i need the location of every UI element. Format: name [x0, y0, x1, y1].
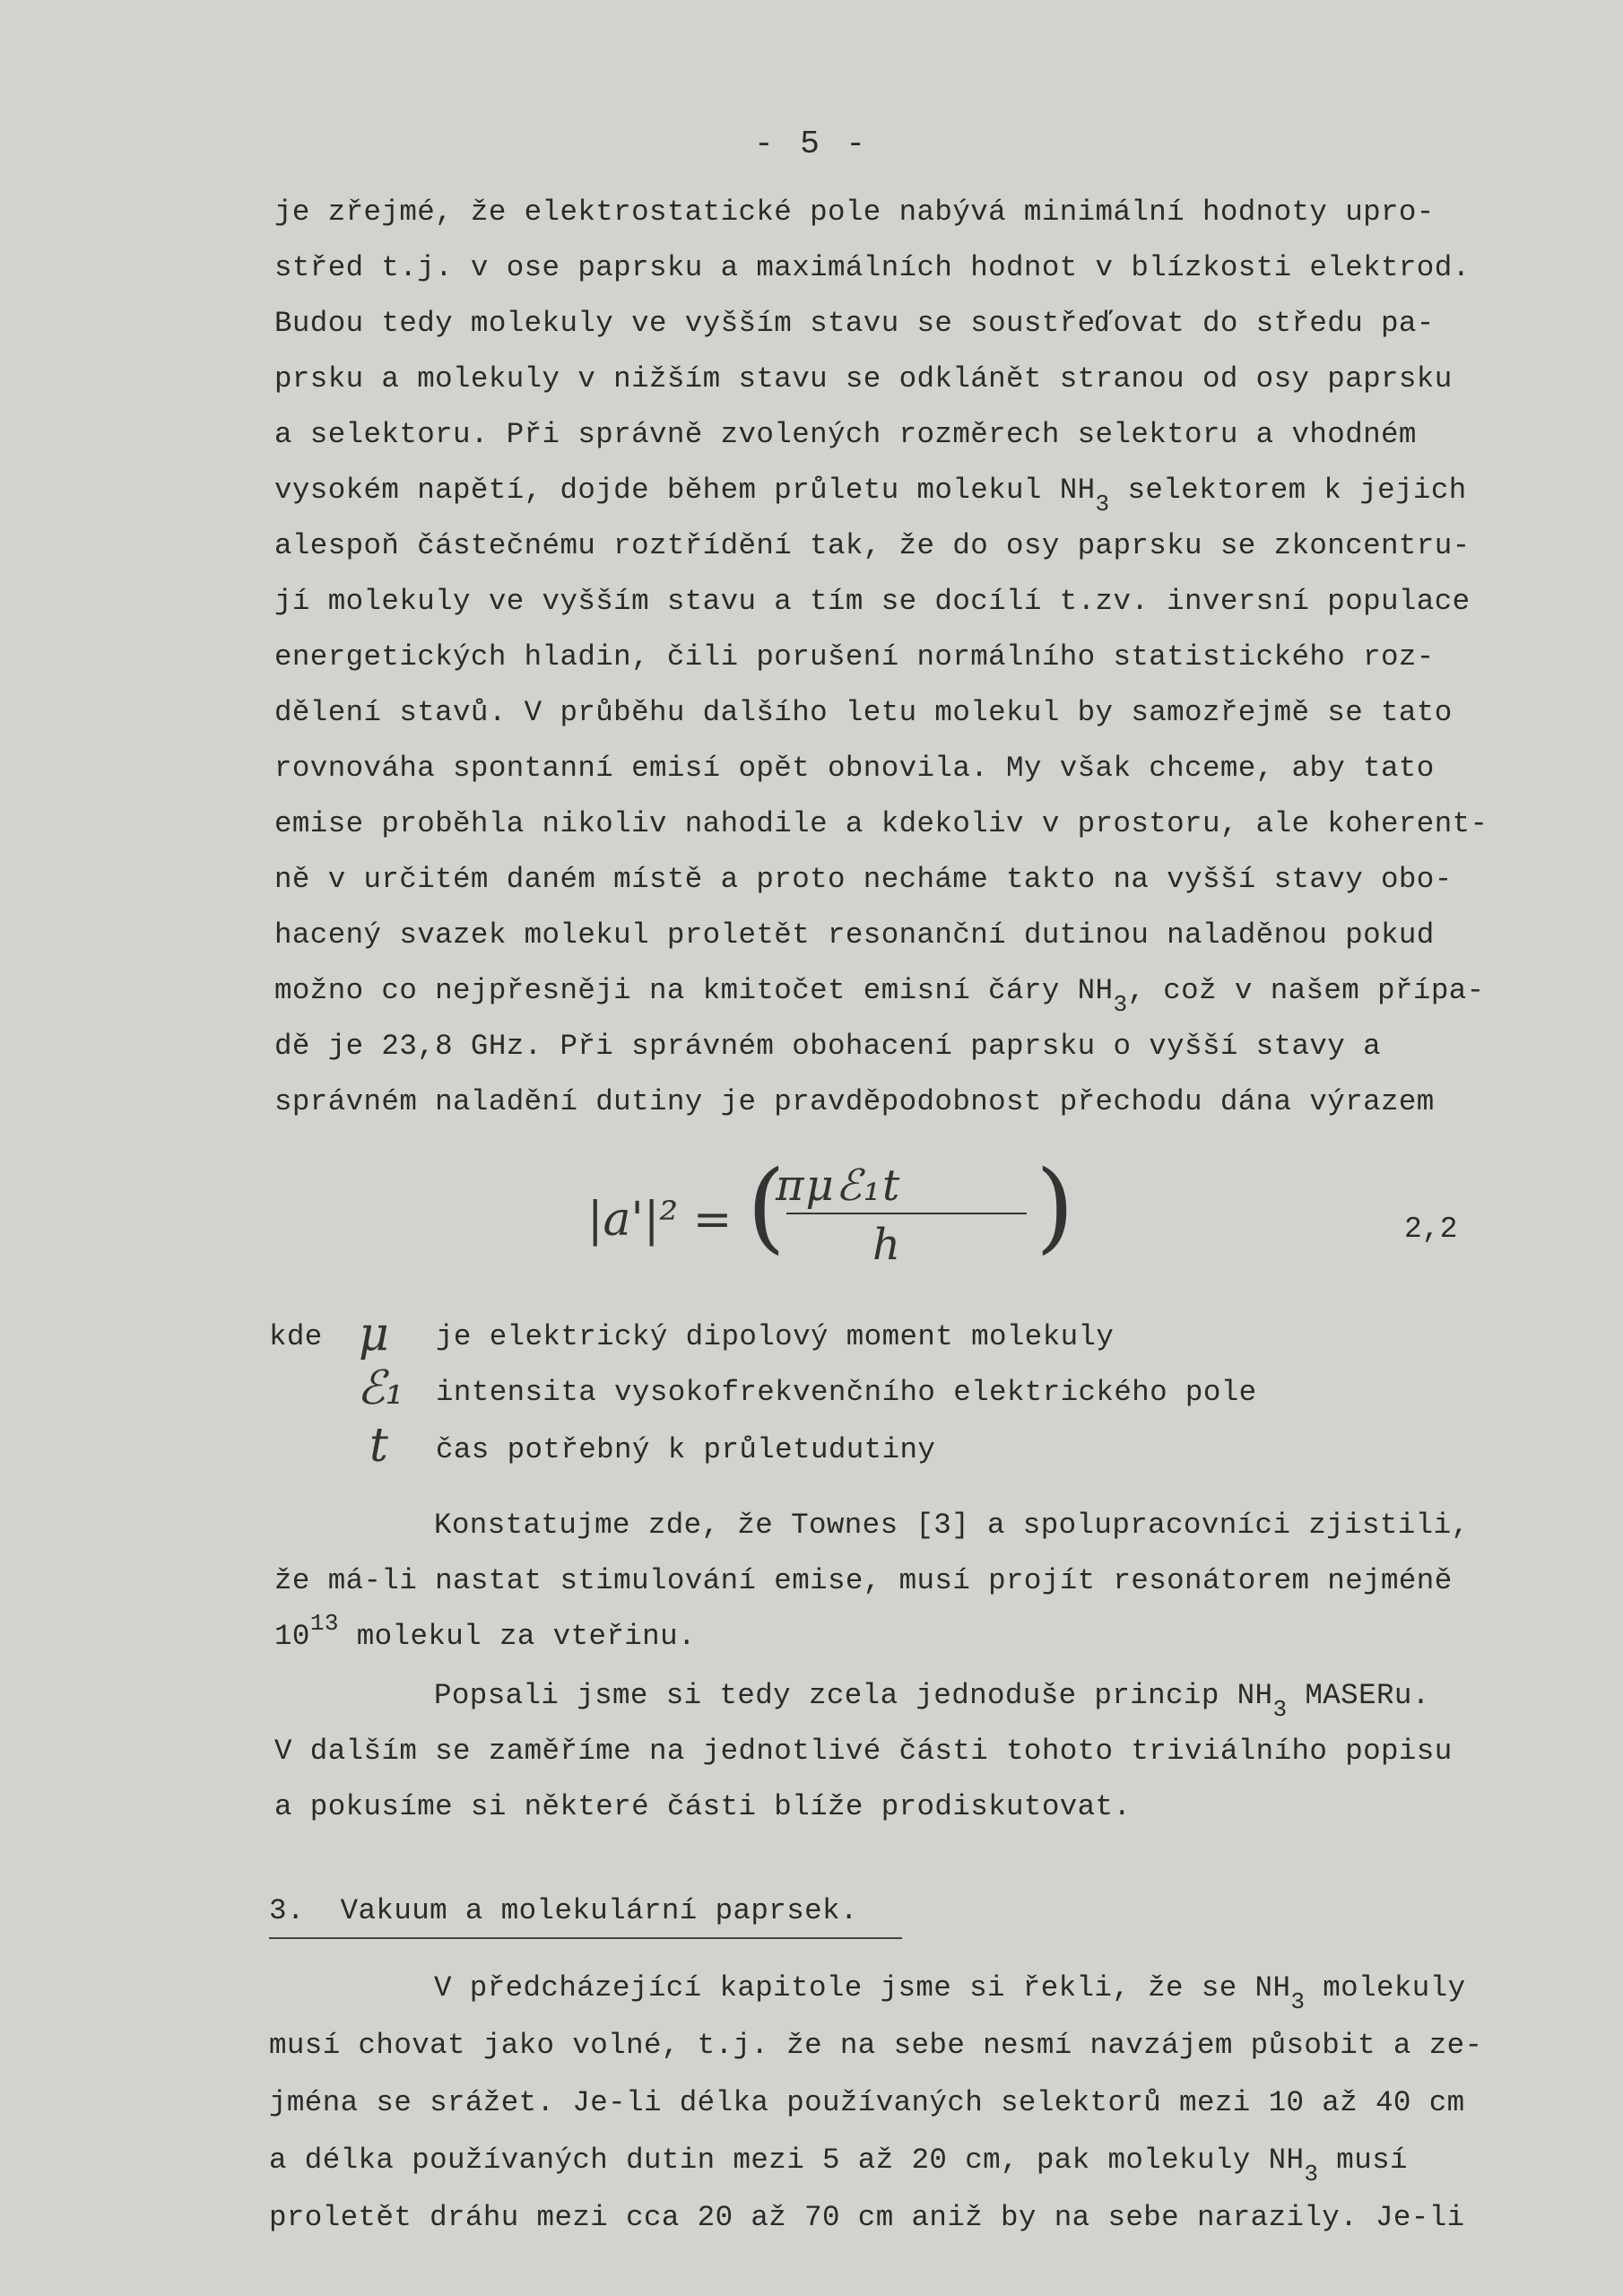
formula-numerator: πμℰ₁t — [776, 1161, 902, 1211]
section-heading: 3. Vakuum a molekulární paprsek. — [269, 1894, 858, 1927]
text-segment: molekul za vteřinu. — [338, 1620, 696, 1653]
text-line: a pokusíme si některé části blíže prodiskutovat. — [274, 1790, 1132, 1823]
text-line: dě je 23,8 GHz. Při správném obohacení paprsku o vyšší stavy a — [274, 1030, 1381, 1063]
subscript: 3 — [1290, 1988, 1306, 2015]
definition-text: čas potřebný k průletudutiny — [436, 1433, 936, 1466]
fraction-bar — [786, 1213, 1027, 1214]
text-line: emise proběhla nikoliv nahodile a kdekoliv v prostoru, ale koherent- — [274, 807, 1488, 840]
text-line — [269, 2144, 1408, 2187]
text-line: dělení stavů. V průběhu dalšího letu molekul by samozřejmě se tato — [274, 696, 1453, 729]
text-line: prsku a molekuly v nižším stavu se odklánět stranou od osy paprsku — [274, 362, 1453, 396]
text-segment: 10 — [274, 1620, 310, 1653]
text-line: jména se srážet. Je-li délka používaných selektorů mezi 10 až 40 cm — [269, 2086, 1465, 2119]
text-line: střed t.j. v ose paprsku a maximálních hodnot v blízkosti elektrod. — [274, 251, 1471, 284]
symbol-mu: μ — [359, 1308, 389, 1361]
formula-lhs-text: |a'|² — [587, 1193, 679, 1247]
formula-lhs — [587, 1193, 732, 1247]
text-line: a selektoru. Při správně zvolených rozměrech selektoru a vhodném — [274, 418, 1417, 451]
text-line — [274, 1610, 696, 1653]
text-line — [274, 474, 1467, 517]
formula-equals: = — [692, 1193, 733, 1247]
text-line: ně v určitém daném místě a proto necháme takto na vyšší stavy obo- — [274, 863, 1453, 896]
definition-text: je elektrický dipolový moment molekuly — [436, 1320, 1115, 1353]
text-segment: V předcházející kapitole jsme si řekli, že se NH — [434, 1971, 1291, 2005]
formula-paren-left: ( — [747, 1149, 785, 1264]
symbol-epsilon: ℰ₁ — [357, 1361, 404, 1415]
symbol-t: t — [369, 1419, 388, 1473]
formula-denominator: h — [872, 1220, 900, 1270]
subscript: 3 — [1304, 2161, 1319, 2187]
probability-formula — [587, 1149, 1089, 1283]
text-segment: musí — [1318, 2144, 1408, 2177]
formula-paren-right: ) — [1036, 1149, 1074, 1264]
text-line: rovnováha spontanní emisí opět obnovila. My však chceme, aby tato — [274, 752, 1435, 785]
text-segment: možno co nejpřesněji na kmitočet emisní čáry NH — [274, 974, 1114, 1007]
heading-underline — [269, 1937, 902, 1939]
subscript: 3 — [1095, 491, 1110, 517]
definition-text: intensita vysokofrekvenčního elektrického pole — [436, 1376, 1257, 1409]
text-line: Konstatujme zde, že Townes [3] a spolupracovníci zjistili, — [434, 1509, 1470, 1542]
subscript: 3 — [1113, 991, 1128, 1018]
definitions-kde: kde — [269, 1320, 323, 1353]
text-segment: MASERu. — [1287, 1679, 1430, 1712]
text-line: správném naladění dutiny je pravděpodobnost přechodu dána výrazem — [274, 1085, 1435, 1118]
text-line: alespoň částečnému roztřídění tak, že do osy paprsku se zkoncentru- — [274, 529, 1471, 562]
text-line: jí molekuly ve vyšším stavu a tím se docílí t.zv. inversní populace — [274, 585, 1471, 618]
text-segment: molekuly — [1305, 1971, 1466, 2005]
text-segment: a délka používaných dutin mezi 5 až 20 cm, pak molekuly NH — [269, 2144, 1305, 2177]
text-line — [434, 1679, 1430, 1723]
text-segment: selektorem k jejich — [1109, 474, 1467, 507]
text-line — [434, 1971, 1466, 2015]
subscript: 3 — [1272, 1696, 1288, 1723]
equation-number: 2,2 — [1404, 1213, 1458, 1246]
text-line: energetických hladin, čili porušení normálního statistického roz- — [274, 640, 1435, 674]
text-segment: vysokém napětí, dojde během průletu molekul NH — [274, 474, 1096, 507]
page-number: - 5 - — [753, 126, 870, 162]
text-line — [274, 974, 1485, 1018]
text-line: proletět dráhu mezi cca 20 až 70 cm aniž by na sebe narazily. Je-li — [269, 2201, 1465, 2234]
text-segment: , což v našem přípa- — [1127, 974, 1485, 1007]
text-line: V dalším se zaměříme na jednotlivé části tohoto triviálního popisu — [274, 1735, 1453, 1768]
text-line: musí chovat jako volné, t.j. že na sebe nesmí navzájem působit a ze- — [269, 2029, 1483, 2062]
text-segment: Popsali jsme si tedy zcela jednoduše princip NH — [434, 1679, 1273, 1712]
text-line: je zřejmé, že elektrostatické pole nabývá minimální hodnoty upro- — [274, 196, 1435, 229]
text-line: hacený svazek molekul proletět resonanční dutinou naladěnou pokud — [274, 918, 1435, 952]
superscript: 13 — [309, 1610, 339, 1637]
text-line: že má-li nastat stimulování emise, musí projít resonátorem nejméně — [274, 1564, 1453, 1597]
text-line: Budou tedy molekuly ve vyšším stavu se soustřeďovat do středu pa- — [274, 307, 1435, 340]
